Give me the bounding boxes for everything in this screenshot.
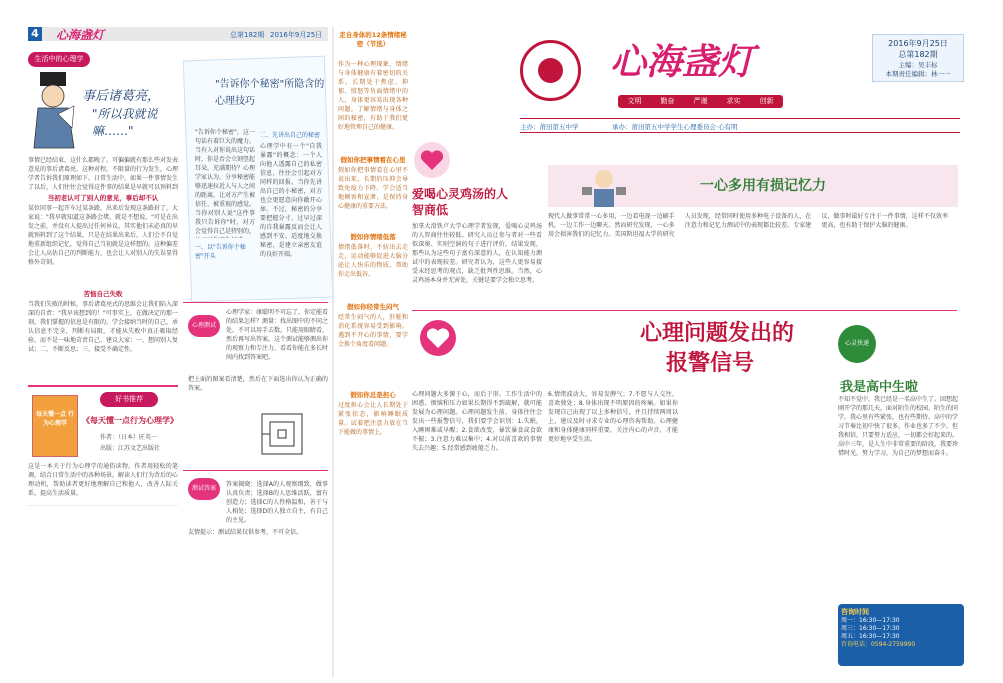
quote-title: 事后诸葛亮，	[82, 89, 161, 104]
masthead-duty-editor: 本期责任编辑：林一一	[885, 70, 951, 78]
counsel-line-1: 周一：16:30—17:30	[841, 617, 900, 624]
host-line: 主办：莆田第五中学	[520, 123, 579, 131]
masthead-info-box	[872, 34, 964, 82]
article2-text: 现代人做事常常一心多用，一边看电视一边刷手机，一边工作一边聊天。然而研究发现，一心多用会损害我们的记忆力。美国斯坦福大学的研究人员发现，经常同时使用多种电子设备的人，在注意力和记忆力测试中的表现都比较差。专家建议，做事时最好专注于一件事情，这样不仅效率更高，也有助于保护大脑的健康。	[548, 213, 948, 238]
slogan-4: 求实	[726, 97, 741, 105]
slogan-5: 创新	[759, 97, 774, 105]
school-logo-center	[538, 58, 563, 83]
fold-line	[332, 27, 334, 677]
organizer-line: 承办：莆田第五中学学生心理委员会·心有明	[612, 123, 738, 131]
middle-text-3: 情绪低落时，不妨出去走走，运动能够促进大脑分泌让人快乐的物质，帮助你走出低谷。	[338, 244, 408, 278]
left-date: 2016年9月25日	[270, 31, 323, 39]
answer-note: 友情提示：测试结果仅供参考，不可全信。	[188, 529, 303, 536]
puzzle-divider	[183, 302, 328, 303]
article-text-2: 心理学中有一个"自我暴露"的概念：一个人向他人透露自己的私密信息，往往会引起对方同样的回报。当你先讲出自己的小秘密，对方也会更愿意向你敞开心扉。不过，秘密的分享要把握分寸，过早过深的自我暴露反而会让人感到不安。适度地交换秘密，是建立亲密友谊的良好开端。	[260, 143, 322, 258]
article3-text-1: 心理问题大多源于心，而后于形。工作生活中的困惑、烦恼和压力如果长期得不到疏解，就可能发展为心理问题。心理问题发生前，身体往往会发出一些报警信号，我们要学会识别：1.失眠，入睡困难或早醒；2.食欲改变，暴饮暴食或食欲不振；3.注意力难以集中；4.对以前喜欢的事情失去兴趣；5.经常感到疲倦乏力。	[412, 391, 542, 452]
answer-text: 答案揭晓：选择A的人观察细致，做事认真负责；选择B的人思维活跃，富有创造力；选择C的人性格温和，善于与人相处；选择D的人独立自主，有自己的主见。	[226, 481, 328, 524]
book-text: 这是一本关于行为心理学的通俗读物。作者用轻松的笔调，结合日常生活中的各种场景，解读人们行为背后的心理动机，帮助读者更好地理解自己和他人，改善人际关系，提高生活质量。	[28, 463, 178, 497]
left-brand: 心海盏灯	[56, 28, 105, 42]
heart-badge-icon	[418, 318, 458, 358]
middle-text-4: 经常生闷气的人，肝脏和消化系统容易受到影响。遇到不开心的事情，要学会换个角度看问题。	[338, 314, 408, 348]
left-issue: 总第182期	[230, 31, 265, 39]
masthead-rule	[520, 118, 960, 119]
book-publisher: 出版：江苏文艺出版社	[100, 445, 161, 452]
middle-sub-4: 假如你总是担心	[350, 391, 396, 399]
masthead-date: 2016年9月25日	[888, 39, 948, 48]
answer-divider	[183, 470, 328, 471]
zhuge-liang-cartoon	[30, 70, 78, 150]
masthead-editor: 主编：吴丰标	[898, 61, 938, 69]
answer-tag: 测试答案	[188, 478, 220, 500]
article-sub-1: 一、以"告诉你个秘密"开头	[195, 244, 246, 260]
heart-bird-icon	[412, 140, 452, 180]
multitask-figure-icon	[580, 163, 628, 211]
puzzle-text: 心理学家：康聪明不可忘了，你定能看的结果怎样？测量：找出图中的不同之处，不可以用手去数，只能用眼睛看，然后再写出答案。这个测试能够测出你的观察力和专注力，看看你能在多长时间内找到答案吧。	[226, 309, 328, 361]
masthead-issue: 总第182期	[898, 50, 938, 59]
masthead-logo: 心海盏灯	[610, 41, 755, 83]
quote-sub: "所以我就说嘛……"	[92, 107, 158, 138]
article3-title-line2: 报警信号	[666, 350, 755, 376]
article-sub-2: 二、先讲出自己的秘密	[260, 132, 321, 139]
middle-text-2: 假如你把事情看在心里不说出来，长期的压抑会导致免疫力下降。学会适当地倾诉和宣泄，是保持身心健康的重要方法。	[338, 167, 408, 210]
puzzle-tag: 心理测试	[188, 315, 220, 337]
left-bottom-rule	[28, 505, 178, 506]
slogan-bar	[618, 95, 783, 108]
section2-title: 苦恼自己失败	[83, 290, 123, 298]
slogan-3: 严谨	[693, 97, 708, 105]
puzzle-note: 把上面的图案看清楚，然后在下面选出你认为正确的答案。	[188, 376, 328, 392]
article2-title: 一心多用有损记忆力	[700, 178, 826, 194]
masthead-rule-2	[520, 132, 960, 133]
counsel-phone: 咨询电话：0594-2759990	[841, 641, 916, 648]
article-title-line1: "告诉你个秘密"所隐含的	[215, 79, 325, 90]
section1-title: 当初老认可了别人的意见，事后却不认	[47, 194, 159, 202]
middle-sub-3: 假如你经常生闷气	[347, 303, 399, 311]
article3-divider	[412, 310, 957, 311]
intro-text: 事情已经结束，这什么都晚了。可偏偏就有那么些对发表意见的事后诸葛亮，这种对程，不限量的行为发生，心理学者告诉我们原理如下。日常生活中，如果一件事情发生了以后，人们往往会觉得这件事的结果是早就可以预料到	[28, 157, 178, 191]
article-text-1: "告诉你个秘密"，这一句话有着巨大的魔力。当有人对你说出这句话时，你是否会立刻竖起耳朵，充满期待？心理学家认为，分享秘密能够迅速拉近人与人之间的距离，让对方产生被信任、被重视的感觉。当你对别人说"这件事我只告诉你"时，对方会觉得自己是特别的，	[195, 129, 255, 235]
school-logo	[520, 40, 581, 101]
slogan-1: 文明	[627, 97, 642, 105]
book-cover	[32, 395, 78, 457]
section1-text: 某位同事一起开车过某条路，出来后发现这条路封了，大家说："我早就知道这条路会堵，就是不想说。"可是在出发之前，并没有人提出过任何异议。其实他们未必真的早就预料到了这个结果，只是在结果出来后，人们会不自觉地重新组织记忆，觉得自己当初就是这样想的。这种偏差会让人高估自己的判断能力，也会让人对别人的失误显得格外苛刻。	[28, 205, 178, 266]
puzzle-maze-figure	[260, 412, 304, 456]
book-title: 《每天懂一点行为心理学》	[82, 416, 178, 425]
section2-text: 当我们失败的时候，事后诸葛亮式的思维会让我们陷入深深的自责："我早该想到的！"可事实上，在做决定的那一刻，我们掌握的信息是有限的。学会接纳当时的自己，承认信息不完全、判断有局限，才能从失败中真正吸取经验，而不是一味地苛责自己。建议大家：一、想问别人复试；二、不断反思；三、接受不确定性。	[28, 301, 178, 353]
page-number: 4	[28, 27, 42, 41]
counsel-line-3: 周五：16:30—17:30	[841, 633, 900, 640]
article4-tag: 心灵快递	[838, 325, 876, 363]
book-author: 作者：（日本）匠英一	[100, 434, 158, 441]
book-divider	[28, 385, 178, 387]
middle-title: 走自身体的12条情绪秘密（节选）	[339, 31, 407, 48]
counseling-box	[838, 604, 964, 666]
slogan-2: 勤奋	[660, 97, 675, 105]
article3-title-line1: 心理问题发出的	[640, 320, 795, 346]
article1-title-line2: 智商低	[412, 203, 449, 217]
article-title-line2: 心理技巧	[215, 96, 255, 107]
middle-text-5: 过度担心会让人长期处于紧张状态，影响睡眠质量。试着把注意力放在当下能做的事情上。	[338, 402, 408, 436]
middle-sub-1: 假如你把事情看在心里	[340, 156, 406, 164]
article4-text: 不知不觉中，我已经是一名高中生了。回想起刚开学的那几天，面对陌生的校园、陌生的同学，我心里有些紧张，也有些期待。高中的学习节奏比初中快了很多，作业也多了不少，但我相信，只要努力适应，一切都会好起来的。高中三年，是人生中非常重要的阶段，我要珍惜时光，努力学习，为自己的梦想而奋斗。	[838, 396, 958, 457]
article1-text: 加拿大滑铁卢大学心理学者发现，爱喝心灵鸡汤的人智商往往较低。研究人员让参与者对一些看似深奥、实则空洞的句子进行评价，结果发现，那些认为这些句子富有深意的人，在认知能力测试中的表现较差。研究者认为，这些人更容易接受未经思考的观点，缺乏批判性思维。当然，心灵鸡汤本身并无害处，关键是要学会独立思考。	[412, 223, 542, 284]
book-tag: 好书推荐	[100, 392, 158, 407]
counsel-line-2: 周三：16:30—17:30	[841, 625, 900, 632]
article1-title-line1: 爱喝心灵鸡汤的人	[412, 187, 509, 201]
counsel-title: 咨询时间	[841, 608, 869, 616]
column-tag: 生活中的心理学	[28, 52, 90, 67]
book-cover-title: 每天懂一点 行为心理学	[35, 411, 75, 427]
middle-text-1: 作为一种心理现象，情绪与身体健康有着密切的关系。长期处于焦虑、抑郁、愤怒等负面情绪中的人，身体更容易出现各种问题。了解情绪与身体之间的秘密，有助于我们更好地管理自己的健康。	[338, 61, 408, 131]
middle-sub-2: 假如你情绪低落	[350, 233, 396, 241]
article3-text-2: 6.情绪波动大，容易发脾气；7.不愿与人交往，喜欢独处；8.身体出现不明原因的疼痛。如果你发现自己出现了以上多种信号，并且持续两周以上，建议及时寻求专业的心理咨询帮助。心理健康和身体健康同样重要，关注内心的声音，才能更好地享受生活。	[548, 391, 678, 443]
article4-title: 我是高中生啦	[840, 380, 919, 395]
